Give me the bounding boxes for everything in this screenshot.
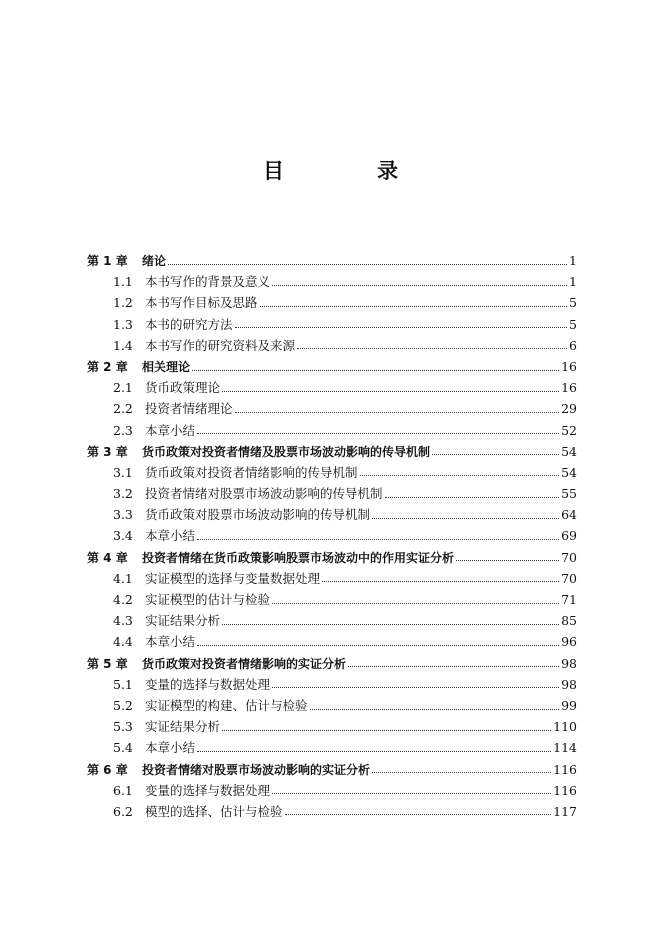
toc-section-row[interactable] — [87, 377, 577, 398]
toc-entry-title: 本章小结 — [145, 528, 196, 544]
toc-page-number: 98 — [561, 655, 577, 671]
toc-page-number: 54 — [561, 464, 577, 480]
toc-chapter-row[interactable] — [87, 547, 577, 568]
dot-leader — [348, 665, 559, 667]
toc-entry-title: 变量的选择与数据处理 — [145, 782, 271, 798]
toc-chapter-row[interactable] — [87, 441, 577, 462]
toc-section-row[interactable] — [87, 801, 577, 822]
toc-page-number: 16 — [561, 380, 577, 396]
dot-leader — [235, 326, 568, 328]
toc-page-number: 110 — [553, 719, 577, 735]
toc-chapter-row[interactable] — [87, 759, 577, 780]
toc-page-number: 85 — [561, 613, 577, 629]
toc-entry-number: 3.3 — [113, 507, 133, 523]
toc-entry-title: 实证结果分析 — [145, 719, 221, 735]
dot-leader — [385, 496, 560, 498]
toc-entry-title: 本书写作目标及思路 — [145, 295, 258, 311]
toc-entry-number: 1.1 — [113, 274, 133, 290]
dot-leader — [372, 771, 551, 773]
toc-entry-number: 2.3 — [113, 422, 133, 438]
toc-entry-title: 本书写作的研究资料及来源 — [145, 337, 296, 353]
dot-leader — [297, 347, 567, 349]
toc-page-number: 16 — [561, 358, 577, 374]
toc-entry-title: 本章小结 — [145, 634, 196, 650]
toc-entry-title: 实证模型的构建、估计与检验 — [145, 697, 308, 713]
toc-entry-number: 第 6 章 — [87, 762, 128, 777]
toc-page-number: 116 — [553, 782, 577, 798]
toc-page-number: 29 — [561, 401, 577, 417]
toc-page-number: 96 — [561, 634, 577, 650]
dot-leader — [222, 390, 559, 392]
dot-leader — [272, 602, 559, 604]
toc-section-row[interactable] — [87, 674, 577, 695]
toc-section-row[interactable] — [87, 504, 577, 525]
toc-entry-title: 货币政策对股票市场波动影响的传导机制 — [145, 507, 371, 523]
toc-page-number: 99 — [561, 697, 577, 713]
dot-leader — [372, 517, 559, 519]
toc-section-row[interactable] — [87, 568, 577, 589]
dot-leader — [360, 474, 560, 476]
toc-entry-number: 4.4 — [113, 634, 133, 650]
dot-leader — [260, 305, 568, 307]
toc-section-row[interactable] — [87, 631, 577, 652]
page-title: 目 录 — [263, 159, 434, 183]
dot-leader — [432, 453, 559, 455]
toc-page-number: 1 — [569, 253, 577, 268]
toc-section-row[interactable] — [87, 483, 577, 504]
toc-page-number: 54 — [561, 443, 577, 459]
table-of-contents — [87, 250, 577, 822]
toc-entry-title: 本书的研究方法 — [145, 316, 233, 332]
toc-entry-title: 本章小结 — [145, 740, 196, 756]
dot-leader — [272, 792, 551, 794]
dot-leader — [285, 813, 552, 815]
toc-entry-title: 投资者情绪对股票市场波动影响的传导机制 — [145, 486, 383, 502]
toc-entry-title: 投资者情绪理论 — [145, 401, 233, 417]
toc-section-row[interactable] — [87, 314, 577, 335]
toc-section-row[interactable] — [87, 335, 577, 356]
toc-entry-number: 5.1 — [113, 676, 133, 692]
toc-page-number: 70 — [561, 549, 577, 565]
toc-section-row[interactable] — [87, 695, 577, 716]
toc-chapter-row[interactable] — [87, 250, 577, 271]
toc-section-row[interactable] — [87, 398, 577, 419]
toc-page-number: 1 — [569, 274, 577, 290]
toc-page-number: 98 — [561, 676, 577, 692]
toc-page-number: 71 — [561, 592, 577, 607]
toc-entry-title: 绪论 — [142, 254, 167, 268]
dot-leader — [192, 369, 559, 371]
toc-entry-title: 投资者情绪在货币政策影响股票市场波动中的作用实证分析 — [142, 550, 455, 565]
toc-entry-title: 货币政策对投资者情绪影响的传导机制 — [145, 464, 358, 480]
toc-chapter-row[interactable] — [87, 356, 577, 377]
toc-entry-title: 货币政策对投资者情绪影响的实证分析 — [142, 656, 347, 671]
toc-section-row[interactable] — [87, 716, 577, 737]
toc-entry-number: 第 5 章 — [87, 656, 128, 671]
dot-leader — [272, 686, 559, 688]
toc-entry-title: 投资者情绪对股票市场波动影响的实证分析 — [142, 762, 371, 777]
toc-page-number: 114 — [553, 740, 577, 756]
toc-entry-number: 5.3 — [113, 719, 133, 735]
toc-entry-number: 2.2 — [113, 401, 133, 417]
toc-page-number: 52 — [561, 422, 577, 438]
toc-entry-title: 实证模型的估计与检验 — [145, 592, 271, 607]
dot-leader — [222, 623, 559, 625]
toc-section-row[interactable] — [87, 462, 577, 483]
toc-page-number: 55 — [561, 486, 577, 502]
toc-page-number: 6 — [569, 337, 577, 353]
toc-entry-number: 第 3 章 — [87, 444, 128, 459]
toc-section-row[interactable] — [87, 420, 577, 441]
toc-entry-number: 5.4 — [113, 740, 133, 756]
dot-leader — [197, 538, 559, 540]
toc-entry-number: 5.2 — [113, 697, 133, 713]
toc-entry-number: 第 4 章 — [87, 550, 128, 565]
toc-entry-title: 相关理论 — [142, 359, 191, 374]
toc-section-row[interactable] — [87, 737, 577, 758]
toc-entry-number: 3.2 — [113, 486, 133, 502]
toc-entry-number: 第 2 章 — [87, 359, 128, 374]
dot-leader — [456, 559, 559, 561]
toc-entry-title: 实证结果分析 — [145, 613, 221, 629]
toc-page-number: 69 — [561, 528, 577, 544]
dot-leader — [322, 580, 559, 582]
toc-entry-title: 模型的选择、估计与检验 — [145, 803, 283, 819]
dot-leader — [197, 750, 551, 752]
toc-entry-number: 第 1 章 — [87, 254, 128, 268]
toc-entry-number: 6.1 — [113, 782, 133, 798]
toc-section-row[interactable] — [87, 292, 577, 313]
toc-page-number: 5 — [569, 295, 577, 311]
toc-chapter-row[interactable] — [87, 653, 577, 674]
toc-page-number: 116 — [553, 761, 577, 777]
toc-entry-number: 6.2 — [113, 803, 133, 819]
toc-section-row[interactable] — [87, 525, 577, 546]
dot-leader — [168, 263, 567, 265]
toc-entry-number: 3.1 — [113, 464, 133, 480]
toc-section-row[interactable] — [87, 271, 577, 292]
toc-entry-number: 4.1 — [113, 570, 133, 586]
dot-leader — [310, 708, 560, 710]
toc-entry-title: 变量的选择与数据处理 — [145, 676, 271, 692]
toc-entry-number: 4.3 — [113, 613, 133, 629]
toc-entry-number: 3.4 — [113, 528, 133, 544]
toc-entry-number: 1.2 — [113, 295, 133, 311]
dot-leader — [197, 644, 559, 646]
toc-section-row[interactable] — [87, 780, 577, 801]
toc-page-number: 70 — [561, 570, 577, 586]
toc-entry-title: 货币政策对投资者情绪及股票市场波动影响的传导机制 — [142, 444, 431, 459]
toc-entry-title: 本章小结 — [145, 422, 196, 438]
dot-leader — [272, 284, 567, 286]
toc-entry-title: 本书写作的背景及意义 — [145, 274, 271, 290]
toc-section-row[interactable] — [87, 610, 577, 631]
toc-entry-number: 2.1 — [113, 380, 133, 396]
toc-page-number: 117 — [553, 803, 577, 819]
dot-leader — [197, 432, 559, 434]
dot-leader — [222, 729, 551, 731]
toc-entry-number: 1.3 — [113, 316, 133, 332]
toc-entry-number: 4.2 — [113, 592, 133, 607]
toc-entry-number: 1.4 — [113, 337, 133, 353]
toc-page-number: 64 — [561, 507, 577, 523]
toc-page-number: 5 — [569, 316, 577, 332]
toc-section-row[interactable] — [87, 589, 577, 610]
toc-entry-title: 货币政策理论 — [145, 380, 221, 396]
dot-leader — [235, 411, 560, 413]
toc-entry-title: 实证模型的选择与变量数据处理 — [145, 570, 321, 586]
